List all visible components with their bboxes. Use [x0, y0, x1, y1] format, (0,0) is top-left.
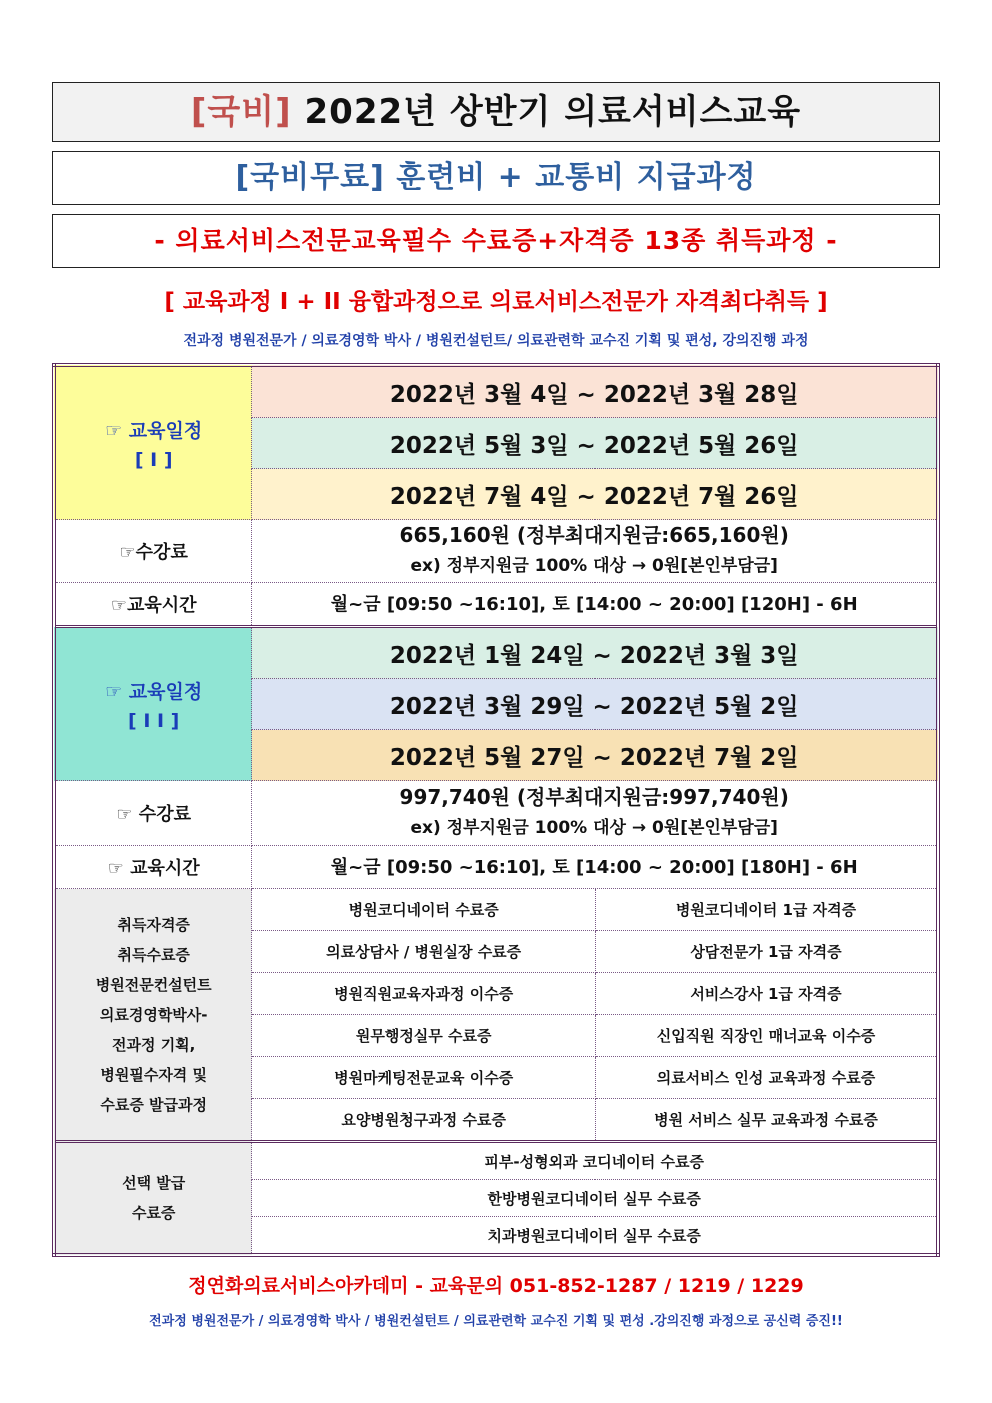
cert-item: 병원직원교육자과정 이수증	[252, 973, 596, 1015]
schedule-table	[52, 363, 940, 1257]
page-title	[53, 83, 939, 141]
cert-item: 원무행정실무 수료증	[252, 1015, 596, 1057]
course1-time-label: ☞교육시간	[54, 583, 252, 627]
optional-item: 한방병원코디네이터 실무 수료증	[252, 1180, 938, 1217]
cert-label-line: 취득수료증	[117, 945, 190, 964]
footer-staff: 전과정 병원전문가 / 의료경영학 박사 / 병원컨설턴트 / 의료관련학 교수진 기획 및 편성 .강의진행 과정으로 공신력 증진!!	[149, 1314, 843, 1329]
staff-line: 전과정 병원전문가 / 의료경영학 박사 / 병원컨설턴트/ 의료관련학 교수진 기획 및 편성, 강의진행 과정	[183, 333, 809, 349]
red-banner: - 의료서비스전문교육필수 수료증+자격증 13종 취득과정 -	[154, 226, 838, 255]
course2-date-3: 2022년 5월 27일 ~ 2022년 7월 2일	[252, 730, 938, 781]
cert-item: 신입직원 직장인 매너교육 이수증	[595, 1015, 938, 1057]
course2-label-line1: ☞ 교육일정	[105, 680, 203, 703]
course2-time-label: ☞ 교육시간	[54, 846, 252, 889]
optional-label-line: 선택 발급	[122, 1174, 186, 1192]
optional-label-line: 수료증	[131, 1204, 176, 1222]
course1-fee	[252, 520, 938, 583]
fusion-line: [ 교육과정 I + II 융합과정으로 의료서비스전문가 자격최다취득 ]	[164, 289, 828, 315]
optional-item: 치과병원코디네이터 실무 수료증	[252, 1217, 938, 1256]
cert-item: 서비스강사 1급 자격증	[595, 973, 938, 1015]
course2-time: 월~금 [09:50 ~16:10], 토 [14:00 ~ 20:00] [180H] - 6H	[252, 846, 938, 889]
optional-item: 피부-성형외과 코디네이터 수료증	[252, 1142, 938, 1180]
footer-contact: 정연화의료서비스아카데미 - 교육문의 051-852-1287 / 1219 / 1229	[188, 1275, 804, 1297]
course1-time-row	[54, 583, 938, 627]
optional-row	[54, 1142, 938, 1180]
course2-date-2: 2022년 3월 29일 ~ 2022년 5월 2일	[252, 679, 938, 730]
course1-label	[54, 365, 252, 520]
course1-fee-label: ☞수강료	[54, 520, 252, 583]
course1-fee-note: ex) 정부지원금 100% 대상 → 0원[본인부담금]	[410, 556, 778, 576]
course2-fee-value: 997,740원 (정부최대지원금:997,740원)	[399, 785, 789, 809]
cert-label-line: 병원필수자격 및	[100, 1065, 208, 1084]
course2-fee-note: ex) 정부지원금 100% 대상 → 0원[본인부담금]	[410, 818, 778, 838]
course2-time-row	[54, 846, 938, 889]
cert-item: 의료서비스 인성 교육과정 수료증	[595, 1057, 938, 1099]
course1-label-line1: ☞ 교육일정	[105, 419, 203, 442]
cert-label-line: 전과정 기획,	[112, 1035, 196, 1054]
subtitle: [국비무료] 훈련비 + 교통비 지급과정	[235, 160, 757, 195]
course2-fee-label: ☞ 수강료	[54, 781, 252, 846]
course1-date-1: 2022년 3월 4일 ~ 2022년 3월 28일	[252, 365, 938, 418]
cert-label-line: 수료증 발급과정	[100, 1095, 208, 1114]
subtitle-box	[52, 151, 940, 205]
cert-label-line: 의료경영학박사-	[99, 1005, 208, 1024]
course1-date-2: 2022년 5월 3일 ~ 2022년 5월 26일	[252, 418, 938, 469]
course2-label-line2: [ I I ]	[128, 709, 180, 732]
course1-date-row	[54, 365, 938, 418]
cert-item: 병원코디네이터 수료증	[252, 889, 596, 931]
title-main: 2022년 상반기 의료서비스교육	[304, 92, 802, 132]
course2-fee	[252, 781, 938, 846]
title-prefix: [국비]	[190, 92, 292, 132]
course1-fee-row	[54, 520, 938, 583]
cert-row	[54, 889, 938, 931]
course1-fee-value: 665,160원 (정부최대지원금:665,160원)	[399, 523, 789, 547]
title-box	[52, 82, 940, 142]
cert-item: 요양병원청구과정 수료증	[252, 1099, 596, 1142]
course1-label-line2: [ I ]	[134, 448, 173, 471]
course1-time: 월~금 [09:50 ~16:10], 토 [14:00 ~ 20:00] [120H] - 6H	[252, 583, 938, 627]
course2-date-1: 2022년 1월 24일 ~ 2022년 3월 3일	[252, 627, 938, 679]
cert-label-line: 병원전문컨설턴트	[95, 975, 212, 994]
course2-date-row	[54, 627, 938, 679]
course1-date-3: 2022년 7월 4일 ~ 2022년 7월 26일	[252, 469, 938, 520]
cert-item: 병원마케팅전문교육 이수증	[252, 1057, 596, 1099]
cert-item: 병원 서비스 실무 교육과정 수료증	[595, 1099, 938, 1142]
cert-label-line: 취득자격증	[117, 915, 190, 934]
red-banner-box	[52, 214, 940, 268]
course2-fee-row	[54, 781, 938, 846]
optional-label	[54, 1142, 252, 1256]
course2-label	[54, 627, 252, 781]
cert-label	[54, 889, 252, 1142]
cert-item: 상담전문가 1급 자격증	[595, 931, 938, 973]
cert-item: 의료상담사 / 병원실장 수료증	[252, 931, 596, 973]
cert-item: 병원코디네이터 1급 자격증	[595, 889, 938, 931]
